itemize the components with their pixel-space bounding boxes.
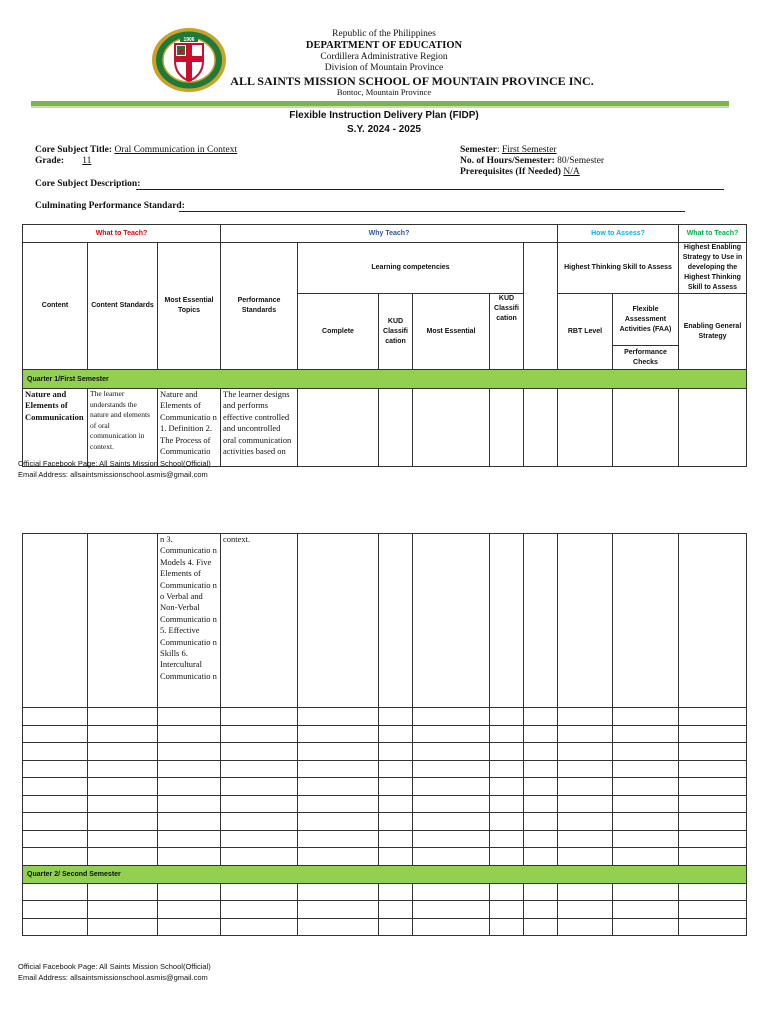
row1-topics: Nature and Elements of Communicatio n 1. Definition 2. The Process of Communicatio <box>158 389 221 467</box>
table-row <box>23 813 747 831</box>
col-performance-standards: Performance Standards <box>221 243 298 370</box>
prerequisites-field: Prerequisites (If Needed) N/A <box>460 167 580 177</box>
fidp-table-page1 <box>22 224 747 467</box>
footer-email: Email Address: allsaintsmissionschool.asmis@gmail.com <box>18 973 208 982</box>
row1-performance-standards: The learner designs and performs effective controlled and uncontrolled oral communication activities based on <box>221 389 298 467</box>
plan-title: Flexible Instruction Delivery Plan (FIDP) <box>289 110 479 121</box>
footer-facebook: Official Facebook Page: All Saints Mission School(Official) <box>18 962 211 971</box>
culminating-standard-label: Culminating Performance Standard: <box>35 201 185 211</box>
header-division: Division of Mountain Province <box>324 63 444 73</box>
header-republic: Republic of the Philippines <box>332 29 436 39</box>
row1-topics-cont: n 3. Communicatio n Models 4. Five Elements of Communicatio n o Verbal and Non-Verbal Communicatio n 5. Effective Communicatio n Skills 6. Intercultural Communicatio n <box>158 534 221 708</box>
footer-page2 <box>18 961 211 983</box>
col-faa: Flexible Assessment Activities (FAA) <box>613 294 679 346</box>
col-rbt-level: RBT Level <box>558 294 613 370</box>
col-kud-classification-2-label: KUD Classifi cation <box>490 294 524 370</box>
quarter2-row <box>23 865 747 883</box>
semester-field: Semester: First Semester <box>460 145 557 155</box>
group-how-to-assess: How to Assess? <box>558 225 679 243</box>
group-why-teach: Why Teach? <box>221 225 558 243</box>
col-kud-classification-1: KUD Classifi cation <box>379 294 413 370</box>
culminating-standard-line <box>179 211 685 212</box>
quarter1-row <box>23 370 747 389</box>
core-subject-title-field: Core Subject Title: Oral Communication in Context <box>35 145 238 155</box>
col-enabling-general-strategy: Enabling General Strategy <box>679 294 747 370</box>
quarter1-label: Quarter 1/First Semester <box>23 370 747 389</box>
col-content: Content <box>23 243 88 370</box>
col-kud-classification-2 <box>524 243 558 370</box>
table-row <box>23 389 747 467</box>
table-row <box>23 883 747 901</box>
footer-page1 <box>18 458 211 480</box>
header-region: Cordillera Administrative Region <box>320 52 448 62</box>
quarter2-label: Quarter 2/ Second Semester <box>23 865 747 883</box>
table-row <box>23 830 747 848</box>
row1-performance-cont: context. <box>221 534 298 708</box>
table-row <box>23 708 747 726</box>
col-content-standards: Content Standards <box>88 243 158 370</box>
header-green-divider-shadow <box>31 106 729 108</box>
grade-field: Grade: 11 <box>35 156 92 166</box>
header-row-1 <box>23 243 747 279</box>
table-row <box>23 795 747 813</box>
group-header-row <box>23 225 747 243</box>
core-subject-description-label: Core Subject Description: <box>35 179 141 189</box>
table-row <box>23 901 747 919</box>
col-complete: Complete <box>298 294 379 370</box>
header-school-name: ALL SAINTS MISSION SCHOOL OF MOUNTAIN PROVINCE INC. <box>230 74 594 88</box>
footer-email: Email Address: allsaintsmissionschool.asmis@gmail.com <box>18 470 208 479</box>
svg-text:1906: 1906 <box>183 37 195 43</box>
core-subject-description-line <box>136 189 724 190</box>
fidp-table-page2 <box>22 533 747 936</box>
col-most-essential: Most Essential <box>413 294 490 370</box>
col-most-essential-topics: Most Essential Topics <box>158 243 221 370</box>
table-row <box>23 534 747 708</box>
table-row <box>23 778 747 796</box>
col-highest-thinking-skill: Highest Thinking Skill to Assess <box>558 243 679 294</box>
header-address: Bontoc, Mountain Province <box>336 87 432 97</box>
hours-field: No. of Hours/Semester: 80/Semester <box>460 156 605 166</box>
table-row <box>23 760 747 778</box>
table-row <box>23 725 747 743</box>
table-row <box>23 848 747 866</box>
col-learning-competencies: Learning competencies <box>298 243 524 294</box>
plan-school-year: S.Y. 2024 - 2025 <box>347 124 421 135</box>
footer-facebook: Official Facebook Page: All Saints Mission School(Official) <box>18 459 211 468</box>
col-performance-checks: Performance Checks <box>613 346 679 370</box>
group-what-to-teach: What to Teach? <box>23 225 221 243</box>
row1-content-standards: The learner understands the nature and elements of oral communication in context. <box>88 389 158 467</box>
header-department: DEPARTMENT OF EDUCATION <box>305 40 463 51</box>
table-row <box>23 743 747 761</box>
group-what-to-teach-2: What to Teach? <box>679 225 747 243</box>
table-row <box>23 918 747 936</box>
row1-content: Nature and Elements of Communication <box>23 389 88 467</box>
col-highest-enabling-strategy: Highest Enabling Strategy to Use in developing the Highest Thinking Skill to Assess <box>679 243 747 294</box>
